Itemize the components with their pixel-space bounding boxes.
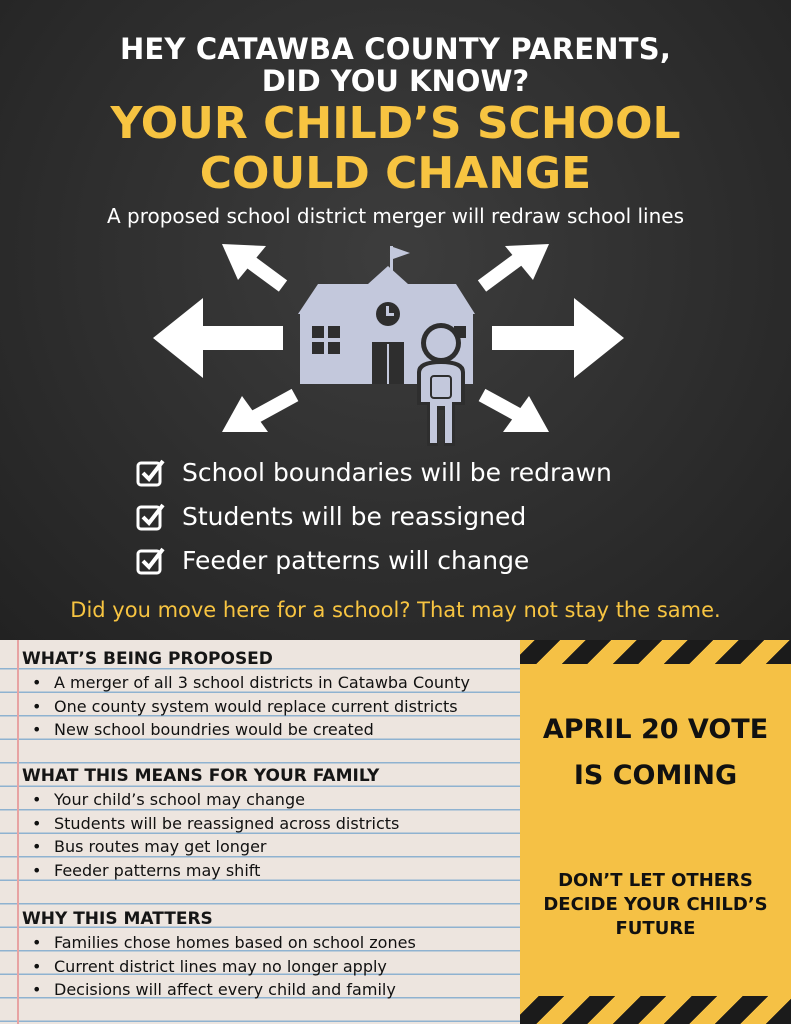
bullet-list — [22, 788, 399, 882]
checkbox-icon — [136, 457, 166, 487]
caution-stripes-top — [520, 640, 791, 664]
caution-panel — [520, 640, 791, 1024]
section-proposed — [22, 648, 470, 742]
checklist-text: School boundaries will be redrawn — [182, 457, 612, 487]
notebook-margin-line — [17, 640, 19, 1024]
checkbox-icon — [136, 545, 166, 575]
checklist-text: Students will be reassigned — [182, 501, 527, 531]
bullet-list — [22, 671, 470, 742]
list-item: • Your child’s school may change — [54, 788, 399, 812]
list-item: • Bus routes may get longer — [54, 835, 399, 859]
section-title: WHAT THIS MEANS FOR YOUR FAMILY — [22, 766, 380, 786]
callout-line-2: DECIDE YOUR CHILD’S — [543, 894, 768, 915]
headline-line-1: YOUR CHILD’S SCHOOL — [110, 98, 681, 149]
student-icon — [417, 323, 465, 446]
list-item: • Feeder patterns may shift — [54, 859, 399, 883]
vote-headline-1: APRIL 20 VOTE — [542, 714, 769, 745]
section-title: WHY THIS MATTERS — [22, 909, 213, 929]
notebook-panel — [0, 640, 520, 1024]
callout-line-3: FUTURE — [615, 918, 696, 939]
list-item: • New school boundries would be created — [54, 718, 470, 742]
arrow-left-icon — [153, 298, 283, 378]
checkbox-icon — [136, 501, 166, 531]
arrow-up-right-icon — [482, 258, 520, 286]
checklist-item — [136, 450, 612, 494]
header-line-1: HEY CATAWBA COUNTY PARENTS, — [119, 32, 672, 66]
list-item: • A merger of all 3 school districts in Catawba County — [54, 671, 470, 695]
list-item: • Families chose homes based on school zones — [54, 931, 416, 955]
section-matters — [22, 908, 416, 1002]
arrow-right-icon — [492, 298, 624, 378]
question-line: Did you move here for a school? That may not stay the same. — [70, 598, 721, 622]
header-line-2: DID YOU KNOW? — [261, 64, 530, 98]
list-item: • One county system would replace current districts — [54, 695, 470, 719]
callout-line-1: DON’T LET OTHERS — [558, 870, 753, 891]
list-item: • Current district lines may no longer apply — [54, 955, 416, 979]
section-family — [22, 765, 399, 882]
bullet-list — [22, 931, 416, 1002]
list-item: • Decisions will affect every child and family — [54, 978, 416, 1002]
headline-line-2: COULD CHANGE — [199, 148, 592, 199]
arrow-down-left-icon — [253, 395, 295, 418]
list-item: • Students will be reassigned across districts — [54, 812, 399, 836]
checklist-item — [136, 538, 612, 582]
checklist — [136, 450, 612, 582]
subtitle: A proposed school district merger will redraw school lines — [106, 204, 685, 228]
checklist-item — [136, 494, 612, 538]
vote-headline-2: IS COMING — [573, 760, 738, 791]
section-title: WHAT’S BEING PROPOSED — [22, 649, 273, 669]
school-graphic — [0, 235, 791, 455]
checklist-text: Feeder patterns will change — [182, 545, 530, 575]
caution-stripes-bottom — [520, 996, 791, 1024]
